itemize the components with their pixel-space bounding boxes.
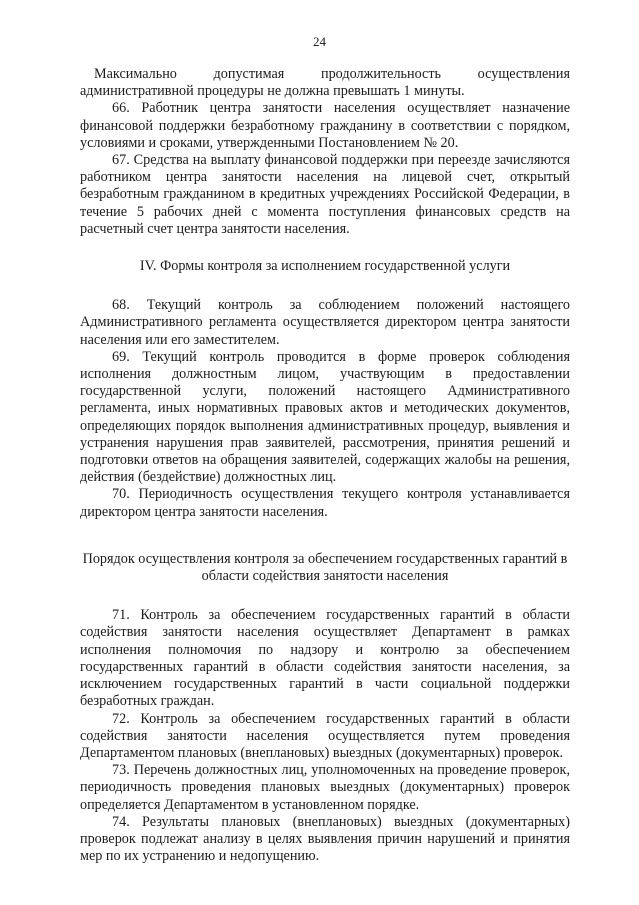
section-heading-iv: IV. Формы контроля за исполнением государственной услуги <box>139 258 511 275</box>
paragraph-71: 71. Контроль за обеспечением государственных гарантий в области содействия занятости населения осуществляет Департамент в рамках исполнения полномочия по надзору и контролю за обеспечением государственных гарантий в области содействия занятости населения, за исключением государственных гарантий в части социальной поддержки безработных граждан. <box>80 607 570 710</box>
paragraph-66: 66. Работник центра занятости населения осуществляет назначение финансовой поддержки безработному гражданину в соответствии с порядком, условиями и сроками, утвержденными Постановлением № 20. <box>80 100 570 151</box>
subsection-heading: Порядок осуществления контроля за обеспечением государственных гарантий в области содействия занятости населения <box>82 550 568 585</box>
paragraph-69: 69. Текущий контроль проводится в форме проверок соблюдения исполнения должностным лицом, участвующим в предоставлении государственной услуги, положений настоящего Административного регламента, иных нормативных правовых актов и методических документов, определяющих порядок выполнения административных процедур, выявления и устранения нарушения прав заявителей, рассмотрения, принятия решений и подготовки ответов на обращения заявителей, содержащих жалобы на решения, действия (бездействие) должностных лиц. <box>80 348 570 486</box>
paragraph-74: 74. Результаты плановых (внеплановых) выездных (документарных) проверок подлежат анализу в целях выявления причин нарушений и принятия мер по их устранению и недопущению. <box>80 813 570 865</box>
paragraph-73: 73. Перечень должностных лиц, уполномоченных на проведение проверок, периодичность проведения плановых выездных (документарных) проверок определяется Департаментом в установленном порядке. <box>80 762 570 813</box>
paragraph-70: 70. Периодичность осуществления текущего контроля устанавливается директором центра занятости населения. <box>80 486 570 520</box>
document-body <box>80 66 570 865</box>
paragraph-67: 67. Средства на выплату финансовой поддержки при переезде зачисляются работником центра занятости населения на лицевой счет, открытый безработным гражданином в кредитных учреждениях Российской Федерации, в течение 5 рабочих дней с момента поступления финансовых средств на расчетный счет центра занятости населения. <box>80 152 570 237</box>
paragraph-duration: Максимально допустимая продолжительность осуществления административной процедуры не должна превышать 1 минуты. <box>80 66 570 100</box>
paragraph-68: 68. Текущий контроль за соблюдением положений настоящего Административного регламента осуществляется директором центра занятости населения или его заместителем. <box>80 297 570 348</box>
page-number: 24 <box>313 34 326 49</box>
paragraph-72: 72. Контроль за обеспечением государственных гарантий в области содействия занятости населения осуществляется путем проведения Департаментом плановых (внеплановых) выездных (документарных) проверок. <box>80 710 570 761</box>
